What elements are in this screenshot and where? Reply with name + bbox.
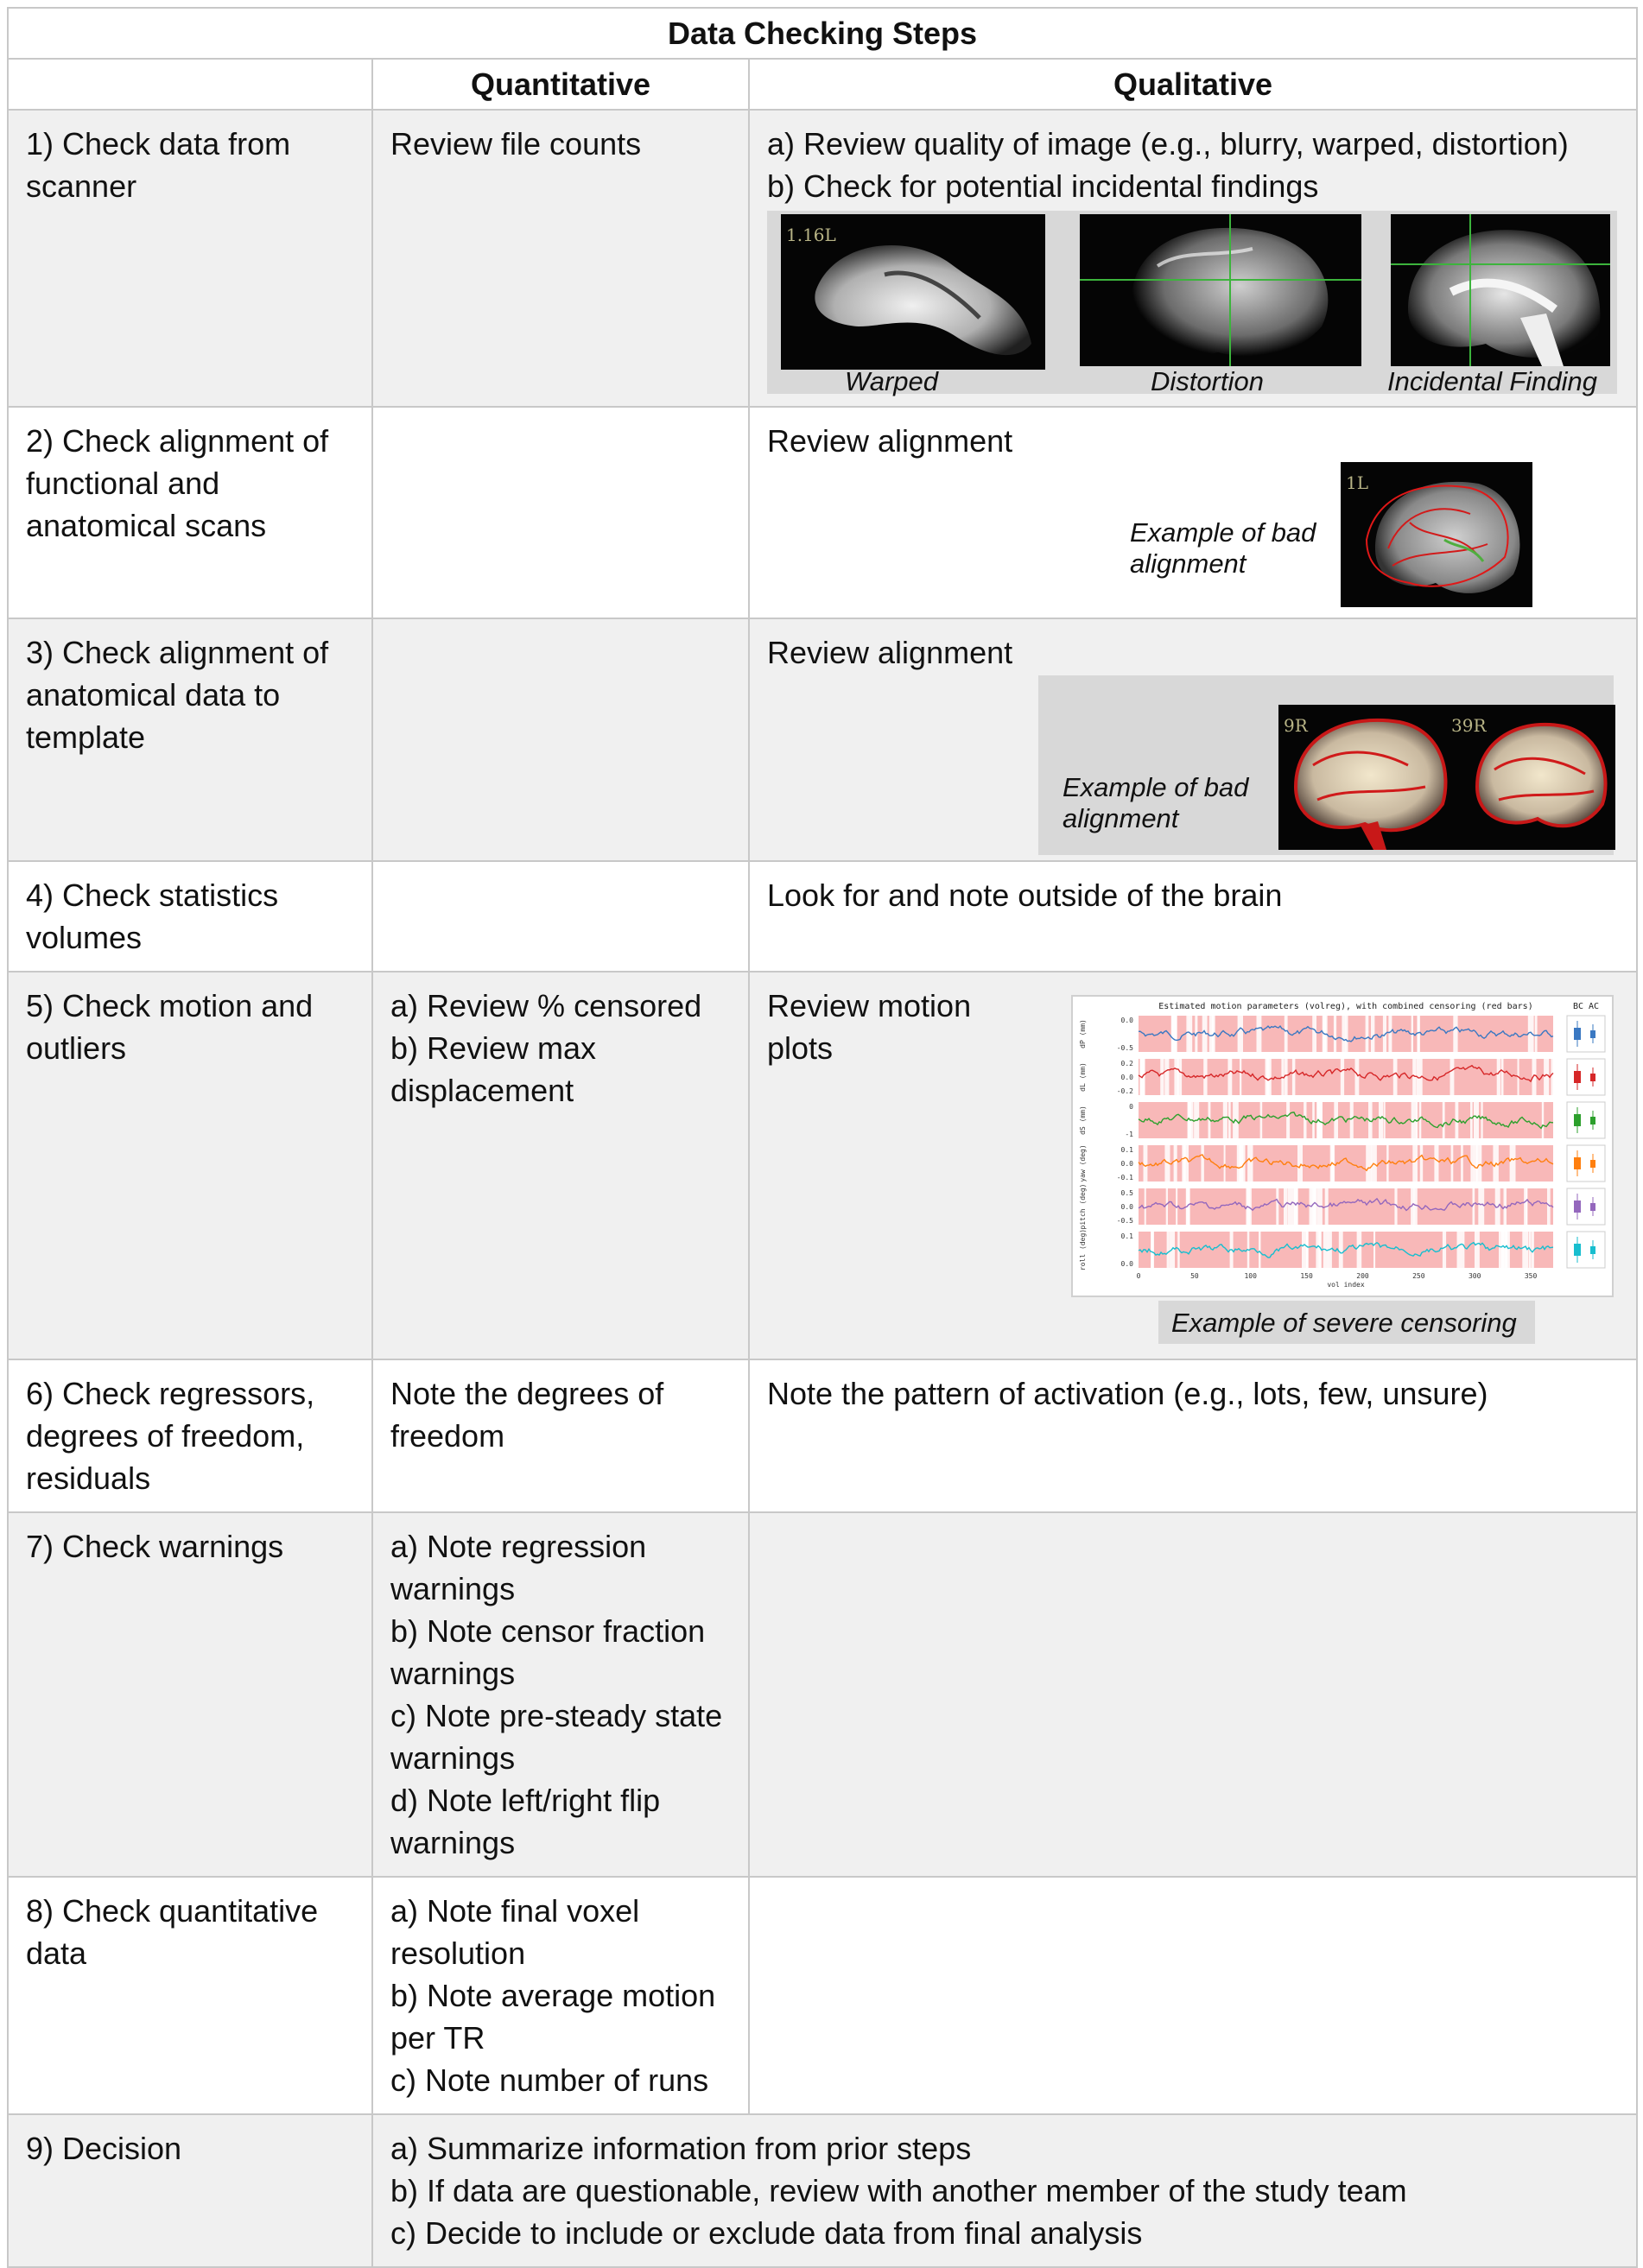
panel-ylabel: roll (deg) (1079, 1228, 1087, 1271)
table-row (8, 110, 1637, 407)
uncensored-bar (1201, 1145, 1204, 1182)
quant-cell (372, 1359, 749, 1512)
uncensored-bar (1418, 1016, 1420, 1052)
censor-background (1139, 1059, 1553, 1095)
censor-background (1139, 1145, 1553, 1182)
quant-line: a) Note final voxel resolution (390, 1893, 640, 1971)
panel-tick-label: -0.5 (1116, 1044, 1133, 1052)
uncensored-bar (1180, 1059, 1182, 1095)
plot-xtick-label: 150 (1300, 1272, 1313, 1280)
uncensored-bar (1388, 1016, 1392, 1052)
header-qualitative: Qualitative (749, 59, 1637, 110)
uncensored-bar (1339, 1232, 1343, 1268)
uncensored-bar (1544, 1059, 1549, 1095)
uncensored-bar (1312, 1016, 1316, 1052)
quant-cell (372, 1877, 749, 2114)
uncensored-bar (1167, 1232, 1170, 1268)
uncensored-bar (1224, 1145, 1226, 1182)
table-row (8, 972, 1637, 1359)
uncensored-bar (1240, 1059, 1241, 1095)
qual-line: Review alignment (767, 635, 1013, 670)
incidental-finding-brain-image (1391, 214, 1610, 366)
uncensored-bar (1285, 1016, 1288, 1052)
box-panel (1567, 1059, 1605, 1095)
qual-cell (749, 1359, 1637, 1512)
uncensored-bar (1473, 1145, 1478, 1182)
uncensored-bar (1357, 1232, 1362, 1268)
step-cell: 5) Check motion and outliers (8, 972, 372, 1359)
quant-cell (372, 1512, 749, 1877)
uncensored-bar (1257, 1016, 1262, 1052)
uncensored-bar (1294, 1188, 1298, 1225)
plot-xtick-label: 100 (1244, 1272, 1257, 1280)
plot-xtick-label: 200 (1356, 1272, 1369, 1280)
table-title: Data Checking Steps (8, 8, 1637, 59)
box-header: BC AC (1572, 1002, 1600, 1011)
plot-xtick-label: 0 (1136, 1272, 1141, 1280)
decision-line: a) Summarize information from prior steps (390, 2131, 972, 2166)
uncensored-bar (1292, 1059, 1296, 1095)
uncensored-bar (1504, 1232, 1507, 1268)
uncensored-bar (1145, 1188, 1146, 1225)
plot-xtick-label: 300 (1468, 1272, 1481, 1280)
scanner-examples-figure (767, 211, 1637, 394)
uncensored-bar (1412, 1145, 1418, 1182)
quant-line: Note the degrees of freedom (390, 1376, 664, 1454)
qual-cell (749, 110, 1637, 407)
caption-incidental-finding: Incidental Finding (1387, 366, 1597, 396)
panel-tick-label: 0.0 (1120, 1160, 1133, 1168)
qual-cell (749, 1877, 1637, 2114)
qual-cell (749, 618, 1637, 861)
caption-severe-censoring: Example of severe censoring (1171, 1308, 1517, 1338)
uncensored-bar (1420, 1145, 1423, 1182)
decision-line: c) Decide to include or exclude data from final analysis (390, 2215, 1143, 2251)
box-bc (1574, 1028, 1581, 1040)
template-alignment-figure (767, 674, 1619, 848)
uncensored-bar (1366, 1016, 1369, 1052)
decision-cell (372, 2114, 1637, 2267)
uncensored-bar (1177, 1059, 1179, 1095)
uncensored-bar (1286, 1102, 1290, 1138)
uncensored-bar (1419, 1102, 1422, 1138)
distortion-brain-image (1080, 214, 1361, 366)
step-cell: 2) Check alignment of functional and anatomical scans (8, 407, 372, 618)
alignment-example-figure (767, 462, 1619, 605)
box-ac (1590, 1246, 1595, 1254)
uncensored-bar (1160, 1059, 1164, 1095)
uncensored-bar (1288, 1188, 1294, 1225)
step-cell: 6) Check regressors, degrees of freedom, residuals (8, 1359, 372, 1512)
step-cell: 3) Check alignment of anatomical data to template (8, 618, 372, 861)
uncensored-bar (1379, 1102, 1383, 1138)
uncensored-bar (1384, 1102, 1386, 1138)
qual-line: Review alignment (767, 423, 1013, 459)
uncensored-bar (1238, 1016, 1243, 1052)
qual-line: Note the pattern of activation (e.g., lots, few, unsure) (767, 1376, 1488, 1411)
quant-line: b) Note average motion per TR (390, 1978, 716, 2056)
uncensored-bar (1478, 1188, 1484, 1225)
box-ac (1590, 1074, 1595, 1081)
table-row (8, 618, 1637, 861)
uncensored-bar (1393, 1059, 1398, 1095)
box-panel (1567, 1232, 1605, 1268)
header-empty-cell (8, 59, 372, 110)
panel-tick-label: -0.2 (1116, 1087, 1133, 1095)
uncensored-bar (1259, 1232, 1261, 1268)
panel-ylabel: yaw (deg) (1079, 1144, 1087, 1182)
uncensored-bar (1350, 1102, 1354, 1138)
quant-line: d) Note left/right flip warnings (390, 1783, 661, 1860)
uncensored-bar (1501, 1059, 1504, 1095)
panel-ylabel: dS (mm) (1079, 1105, 1087, 1135)
qual-line: a) Review quality of image (e.g., blurry, warped, distortion) (767, 126, 1569, 162)
motion-plot-svg (1073, 997, 1612, 1296)
panel-ylabel: pitch (deg) (1079, 1183, 1087, 1230)
uncensored-bar (1237, 1145, 1242, 1182)
uncensored-bar (1542, 1102, 1544, 1138)
plot-xtick-label: 50 (1190, 1272, 1199, 1280)
uncensored-bar (1474, 1102, 1479, 1138)
table-row (8, 2114, 1637, 2267)
step-cell: 9) Decision (8, 2114, 372, 2267)
box-bc (1574, 1201, 1581, 1213)
uncensored-bar (1461, 1145, 1463, 1182)
panel-tick-label: -1 (1125, 1131, 1133, 1138)
panel-tick-label: 0.0 (1120, 1260, 1133, 1268)
plot-xtick-label: 350 (1524, 1272, 1538, 1280)
uncensored-bar (1462, 1232, 1465, 1268)
panel-tick-label: 0 (1129, 1103, 1133, 1111)
table-row (8, 861, 1637, 972)
box-ac (1590, 1030, 1595, 1038)
uncensored-bar (1443, 1232, 1446, 1268)
uncensored-bar (1144, 1145, 1148, 1182)
quant-line: Review file counts (390, 126, 642, 162)
quant-cell (372, 407, 749, 618)
uncensored-bar (1164, 1059, 1169, 1095)
box-ac (1590, 1160, 1595, 1168)
uncensored-bar (1355, 1059, 1360, 1095)
qual-cell (749, 1512, 1637, 1877)
box-bc (1574, 1071, 1581, 1083)
caption-bad-alignment: Example of bad alignment (1130, 517, 1316, 579)
uncensored-bar (1413, 1188, 1418, 1225)
qual-line: b) Check for potential incidental findings (767, 168, 1319, 204)
quant-line: a) Note regression warnings (390, 1529, 647, 1606)
table-row (8, 1877, 1637, 2114)
uncensored-bar (1267, 1059, 1272, 1095)
uncensored-bar (1260, 1102, 1263, 1138)
uncensored-bar (1171, 1016, 1177, 1052)
uncensored-bar (1497, 1059, 1500, 1095)
panel-tick-label: -0.1 (1116, 1174, 1133, 1182)
uncensored-bar (1166, 1188, 1168, 1225)
panel-tick-label: 0.1 (1120, 1146, 1133, 1154)
plot-xtick-label: 250 (1412, 1272, 1425, 1280)
uncensored-bar (1473, 1188, 1475, 1225)
box-ac (1590, 1203, 1595, 1211)
warped-brain-image: 1.16L (781, 214, 1045, 370)
panel-tick-label: 0.1 (1120, 1232, 1133, 1240)
uncensored-bar (1535, 1016, 1538, 1052)
step-cell: 1) Check data from scanner (8, 110, 372, 407)
panel-tick-label: 0.0 (1120, 1017, 1133, 1024)
uncensored-bar (1475, 1232, 1480, 1268)
censor-background (1139, 1188, 1553, 1225)
uncensored-bar (1510, 1145, 1516, 1182)
quant-cell (372, 618, 749, 861)
decision-line: b) If data are questionable, review with another member of the study team (390, 2173, 1407, 2208)
qual-line: Look for and note outside of the brain (767, 877, 1283, 913)
uncensored-bar (1297, 1145, 1303, 1182)
uncensored-bar (1174, 1059, 1179, 1095)
uncensored-bar (1450, 1059, 1455, 1095)
data-checking-table (7, 7, 1638, 2268)
caption-distortion: Distortion (1151, 366, 1264, 396)
uncensored-bar (1366, 1145, 1371, 1182)
box-panel (1567, 1145, 1605, 1182)
qual-line: Review motion plots (767, 988, 972, 1066)
uncensored-bar (1443, 1102, 1445, 1138)
step-cell: 7) Check warnings (8, 1512, 372, 1877)
plot-xlabel: vol index (1327, 1281, 1365, 1289)
uncensored-bar (1334, 1016, 1336, 1052)
uncensored-bar (1499, 1232, 1504, 1268)
uncensored-bar (1223, 1102, 1227, 1138)
quant-cell (372, 861, 749, 972)
header-quantitative: Quantitative (372, 59, 749, 110)
box-ac (1590, 1117, 1595, 1124)
box-bc (1574, 1114, 1581, 1126)
qual-cell (749, 861, 1637, 972)
uncensored-bar (1526, 1188, 1527, 1225)
quant-line: c) Note pre-steady state warnings (390, 1698, 723, 1776)
uncensored-bar (1371, 1016, 1374, 1052)
uncensored-bar (1183, 1145, 1189, 1182)
box-panel (1567, 1016, 1605, 1052)
uncensored-bar (1345, 1016, 1348, 1052)
plot-title: Estimated motion parameters (volreg), with combined censoring (red bars) (1158, 1002, 1533, 1011)
uncensored-bar (1306, 1232, 1309, 1268)
panel-tick-label: -0.5 (1116, 1217, 1133, 1225)
caption-warped: Warped (845, 366, 938, 396)
uncensored-bar (1373, 1232, 1375, 1268)
uncensored-bar (1247, 1145, 1253, 1182)
uncensored-bar (1312, 1102, 1315, 1138)
uncensored-bar (1470, 1102, 1473, 1138)
uncensored-bar (1551, 1059, 1557, 1095)
caption-bad-alignment: Example of bad alignment (1063, 772, 1249, 833)
uncensored-bar (1457, 1232, 1462, 1268)
panel-tick-label: 0.0 (1120, 1203, 1133, 1211)
qual-cell (749, 407, 1637, 618)
quant-cell (372, 972, 749, 1359)
panel-ylabel: dL (mm) (1079, 1062, 1087, 1092)
functional-anatomical-overlay-image: 1L (1341, 462, 1532, 607)
box-bc (1574, 1157, 1581, 1169)
uncensored-bar (1174, 1145, 1177, 1182)
quant-line: c) Note number of runs (390, 2062, 709, 2098)
qual-cell (749, 972, 1637, 1359)
uncensored-bar (1341, 1059, 1344, 1095)
step-cell: 4) Check statistics volumes (8, 861, 372, 972)
uncensored-bar (1227, 1059, 1232, 1095)
quant-cell (372, 110, 749, 407)
panel-tick-label: 0.0 (1120, 1074, 1133, 1081)
quant-line: a) Review % censored (390, 988, 702, 1023)
box-bc (1574, 1244, 1581, 1256)
anatomical-template-overlay-image: 9R 39R (1278, 705, 1615, 850)
motion-plot-figure (1071, 995, 1614, 1297)
panel-tick-label: 0.5 (1120, 1189, 1133, 1197)
panel-tick-label: 0.2 (1120, 1060, 1133, 1067)
uncensored-bar (1481, 1102, 1482, 1138)
table-row (8, 1359, 1637, 1512)
panel-ylabel: dP (mm) (1079, 1019, 1087, 1048)
quant-line: b) Note censor fraction warnings (390, 1613, 706, 1691)
table-row (8, 1512, 1637, 1877)
uncensored-bar (1151, 1232, 1153, 1268)
uncensored-bar (1434, 1145, 1438, 1182)
uncensored-bar (1304, 1102, 1306, 1138)
box-panel (1567, 1102, 1605, 1138)
table-row (8, 407, 1637, 618)
step-cell: 8) Check quantitative data (8, 1877, 372, 2114)
quant-line: b) Review max displacement (390, 1030, 597, 1108)
uncensored-bar (1276, 1188, 1278, 1225)
uncensored-bar (1453, 1016, 1457, 1052)
box-panel (1567, 1188, 1605, 1225)
